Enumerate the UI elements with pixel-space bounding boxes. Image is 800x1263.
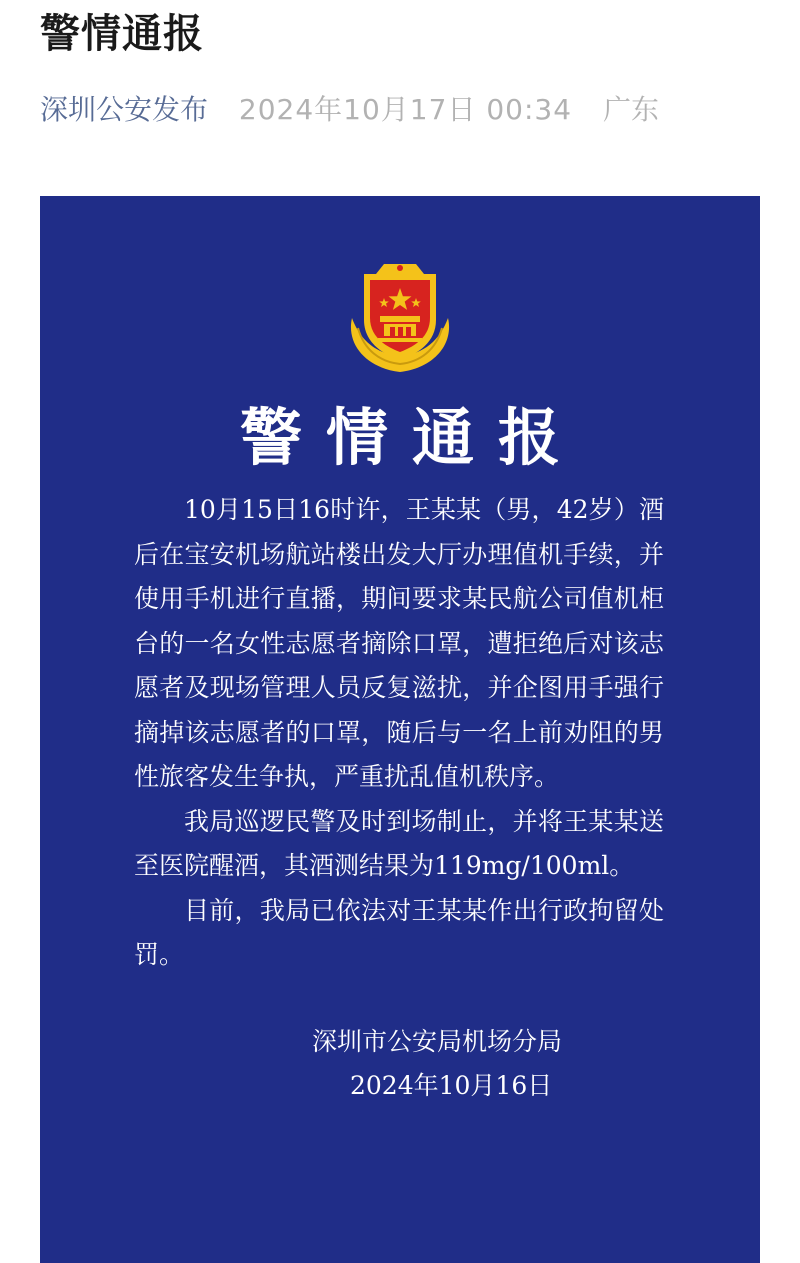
source-account-link[interactable]: 深圳公安发布: [40, 93, 209, 126]
article-meta: [40, 88, 659, 132]
notice-paragraph: 目前，我局已依法对王某某作出行政拘留处罚。: [134, 895, 664, 969]
notice-image[interactable]: [40, 196, 760, 1263]
publish-date: 2024年10月17日 00:34: [238, 93, 573, 126]
notice-title: 警情通报: [239, 401, 584, 474]
notice-signature: 深圳市公安局机场分局: [312, 1027, 563, 1056]
notice-paragraph: 我局巡逻民警及时到场制止，并将王某某送至医院醒酒，其酒测结果为119mg/100ml。: [134, 806, 664, 880]
notice-paragraph: 10月15日16时许，王某某（男，42岁）酒后在宝安机场航站楼出发大厅办理值机手续，并使用手机进行直播，期间要求某民航公司值机柜台的一名女性志愿者摘除口罩，遭拒绝后对该志愿者及现场管理人员反复滋扰，并企图用手强行摘掉该志愿者的口罩，随后与一名上前劝阻的男性旅客发生争执，严重扰乱值机秩序。: [134, 495, 664, 791]
publish-location: 广东: [602, 93, 659, 126]
notice-sign-date: 2024年10月16日: [350, 1071, 553, 1100]
notice-body: [134, 488, 664, 978]
page-title: 警情通报: [40, 11, 204, 57]
police-emblem-icon: [344, 258, 456, 376]
